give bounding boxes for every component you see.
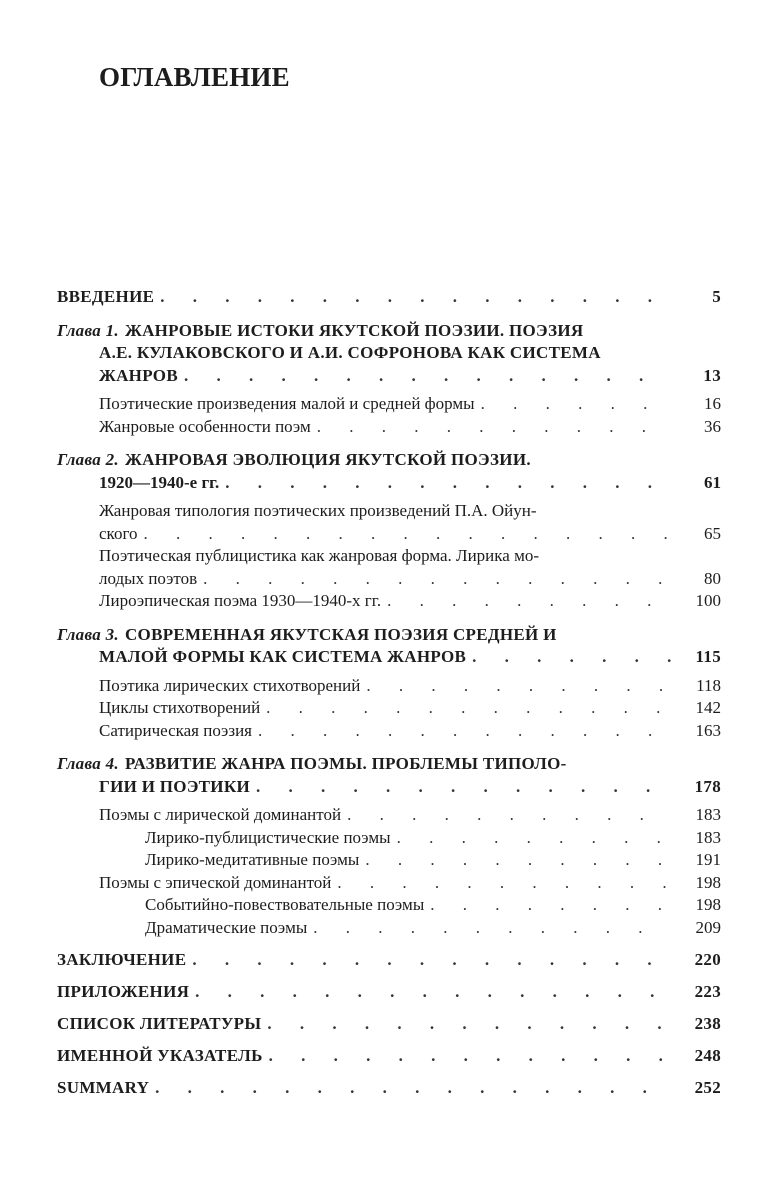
dot-leader [225,472,671,495]
toc-subsubentry[interactable] [57,894,721,917]
toc-entry-introduction[interactable] [57,286,721,309]
page-number: 252 [694,1078,721,1097]
dot-leader [337,872,671,895]
chapter-title-line: СОВРЕМЕННАЯ ЯКУТСКАЯ ПОЭЗИЯ СРЕДНЕЙ И [124,624,557,644]
toc-subentry-title: Поэмы с эпической доминантой [99,872,332,892]
page-number: 163 [695,720,721,740]
dot-leader [184,365,671,388]
dot-leader [365,849,671,872]
toc-entry-title: SUMMARY [57,1078,150,1097]
chapter-1-title-end[interactable] [57,365,721,388]
page-number: 115 [695,647,721,666]
chapter-2-title-end[interactable] [57,472,721,495]
dot-leader [192,949,671,971]
toc-subentry[interactable] [57,523,721,546]
page-number: 65 [704,523,721,543]
chapter-2 [57,449,721,613]
toc-subentry-title: лодых поэтов [99,568,198,588]
toc-subentry-title: Лирико-публицистические поэмы [145,827,391,847]
toc-subentry-title: Поэтические произведения малой и средней формы [99,394,475,413]
dot-leader [266,697,671,720]
page-number: 61 [704,472,721,492]
chapter-title-line: ГИИ И ПОЭТИКИ [99,776,250,796]
dot-leader [203,568,671,591]
chapter-4 [57,753,721,939]
toc-entry-appendices[interactable] [57,981,721,1003]
dot-leader [317,416,671,439]
toc-subentry[interactable] [57,804,721,827]
page-number: 183 [695,805,721,824]
page-number: 5 [712,287,721,306]
toc-subentry-title: Циклы стихотворений [99,698,261,717]
page-number: 223 [694,982,721,1001]
toc-entry-title: СПИСОК ЛИТЕРАТУРЫ [57,1014,262,1033]
dot-leader [347,804,671,827]
toc-entry-title: ВВЕДЕНИЕ [57,287,155,306]
dot-leader [155,1077,671,1099]
toc-subsubentry[interactable] [57,849,721,872]
toc-subentry[interactable] [57,393,721,416]
dot-leader [430,894,671,917]
page-number: 238 [694,1014,721,1033]
chapter-title-line: ЖАНРОВ [99,365,178,385]
page-number: 248 [694,1046,721,1065]
page-number: 36 [704,416,721,436]
page-number: 191 [695,850,721,869]
toc-subentry[interactable] [57,416,721,439]
page-number: 118 [696,675,721,695]
dot-leader [267,1013,671,1035]
dot-leader [366,675,671,698]
chapter-title-line: А.Е. КУЛАКОВСКОГО И А.И. СОФРОНОВА КАК СИСТЕМА [99,343,601,362]
chapter-3-heading[interactable] [57,624,721,647]
toc-subsubentry[interactable] [57,917,721,940]
dot-leader [256,776,671,799]
toc-entry-summary[interactable] [57,1077,721,1099]
page-number: 198 [695,895,721,914]
chapter-3 [57,624,721,743]
dot-leader [160,286,671,309]
chapter-label: Глава 4. [57,754,119,773]
chapter-title-line: МАЛОЙ ФОРМЫ КАК СИСТЕМА ЖАНРОВ [99,647,467,666]
page-title: ОГЛАВЛЕНИЕ [99,62,290,92]
chapter-3-title-end[interactable] [57,646,721,669]
page-number: 198 [695,872,721,892]
toc-subsubentry[interactable] [57,827,721,850]
chapter-label: Глава 2. [57,450,119,469]
chapter-title-line: 1920—1940-е гг. [99,472,220,492]
toc-subentry[interactable] [57,720,721,743]
page-number: 220 [694,950,721,969]
toc-subentry-title: Драматические поэмы [145,917,308,937]
toc-subentry[interactable] [57,675,721,698]
page-number: 80 [704,568,721,588]
toc-subentry-title: Событийно-повествовательные поэмы [145,895,425,914]
toc-subentry-title: Жанровые особенности поэм [99,416,311,436]
toc-subentry[interactable] [57,590,721,613]
toc-entry-name-index[interactable] [57,1045,721,1067]
toc-subentry-line[interactable]: Поэтическая публицистика как жанровая форма. Лирика мо- [99,546,539,565]
toc-subentry-title: Поэтика лирических стихотворений [99,675,361,695]
toc-subentry[interactable] [57,697,721,720]
toc-subentry[interactable] [57,568,721,591]
page-number: 183 [695,827,721,847]
page-number: 209 [695,917,721,937]
toc-subentry-title: Лироэпическая поэма 1930—1940-х гг. [99,591,382,610]
chapter-4-title-end[interactable] [57,776,721,799]
chapter-label: Глава 3. [57,624,119,644]
dot-leader [258,720,671,743]
chapter-label: Глава 1. [57,320,119,340]
toc-subentry[interactable] [57,872,721,895]
chapter-1 [57,320,721,439]
dot-leader [481,393,671,416]
page-number: 178 [694,776,721,796]
toc-entry-bibliography[interactable] [57,1013,721,1035]
chapter-title-line: ЖАНРОВЫЕ ИСТОКИ ЯКУТСКОЙ ПОЭЗИИ. ПОЭЗИЯ [124,320,584,340]
toc-entry-title: ЗАКЛЮЧЕНИЕ [57,950,187,969]
dot-leader [472,646,671,669]
dot-leader [144,523,672,546]
end-matter [57,949,721,1099]
dot-leader [397,827,671,850]
chapter-2-heading[interactable] [57,449,721,472]
chapter-title-line: РАЗВИТИЕ ЖАНРА ПОЭМЫ. ПРОБЛЕМЫ ТИПОЛО- [124,754,567,773]
page-number: 142 [695,698,721,717]
toc-subentry-line[interactable]: Жанровая типология поэтических произведений П.А. Ойун- [99,501,537,520]
page-number: 16 [704,394,721,413]
toc-entry-conclusion[interactable] [57,949,721,971]
page-number: 100 [695,591,721,610]
toc-subentry-title: Лирико-медитативные поэмы [145,850,360,869]
toc-entry-title: ИМЕННОЙ УКАЗАТЕЛЬ [57,1046,263,1065]
dot-leader [269,1045,671,1067]
table-of-contents [57,286,721,1099]
dot-leader [195,981,671,1003]
dot-leader [387,590,671,613]
page-number: 13 [703,365,721,385]
toc-entry-title: ПРИЛОЖЕНИЯ [57,982,190,1001]
toc-subentry-title: Поэмы с лирической доминантой [99,805,342,824]
dot-leader [313,917,671,940]
chapter-title-line: ЖАНРОВАЯ ЭВОЛЮЦИЯ ЯКУТСКОЙ ПОЭЗИИ. [124,450,531,469]
toc-subentry-title: ского [99,523,138,543]
chapter-1-heading[interactable] [57,320,721,343]
chapter-4-heading[interactable] [57,753,721,776]
toc-subentry-title: Сатирическая поэзия [99,720,252,740]
